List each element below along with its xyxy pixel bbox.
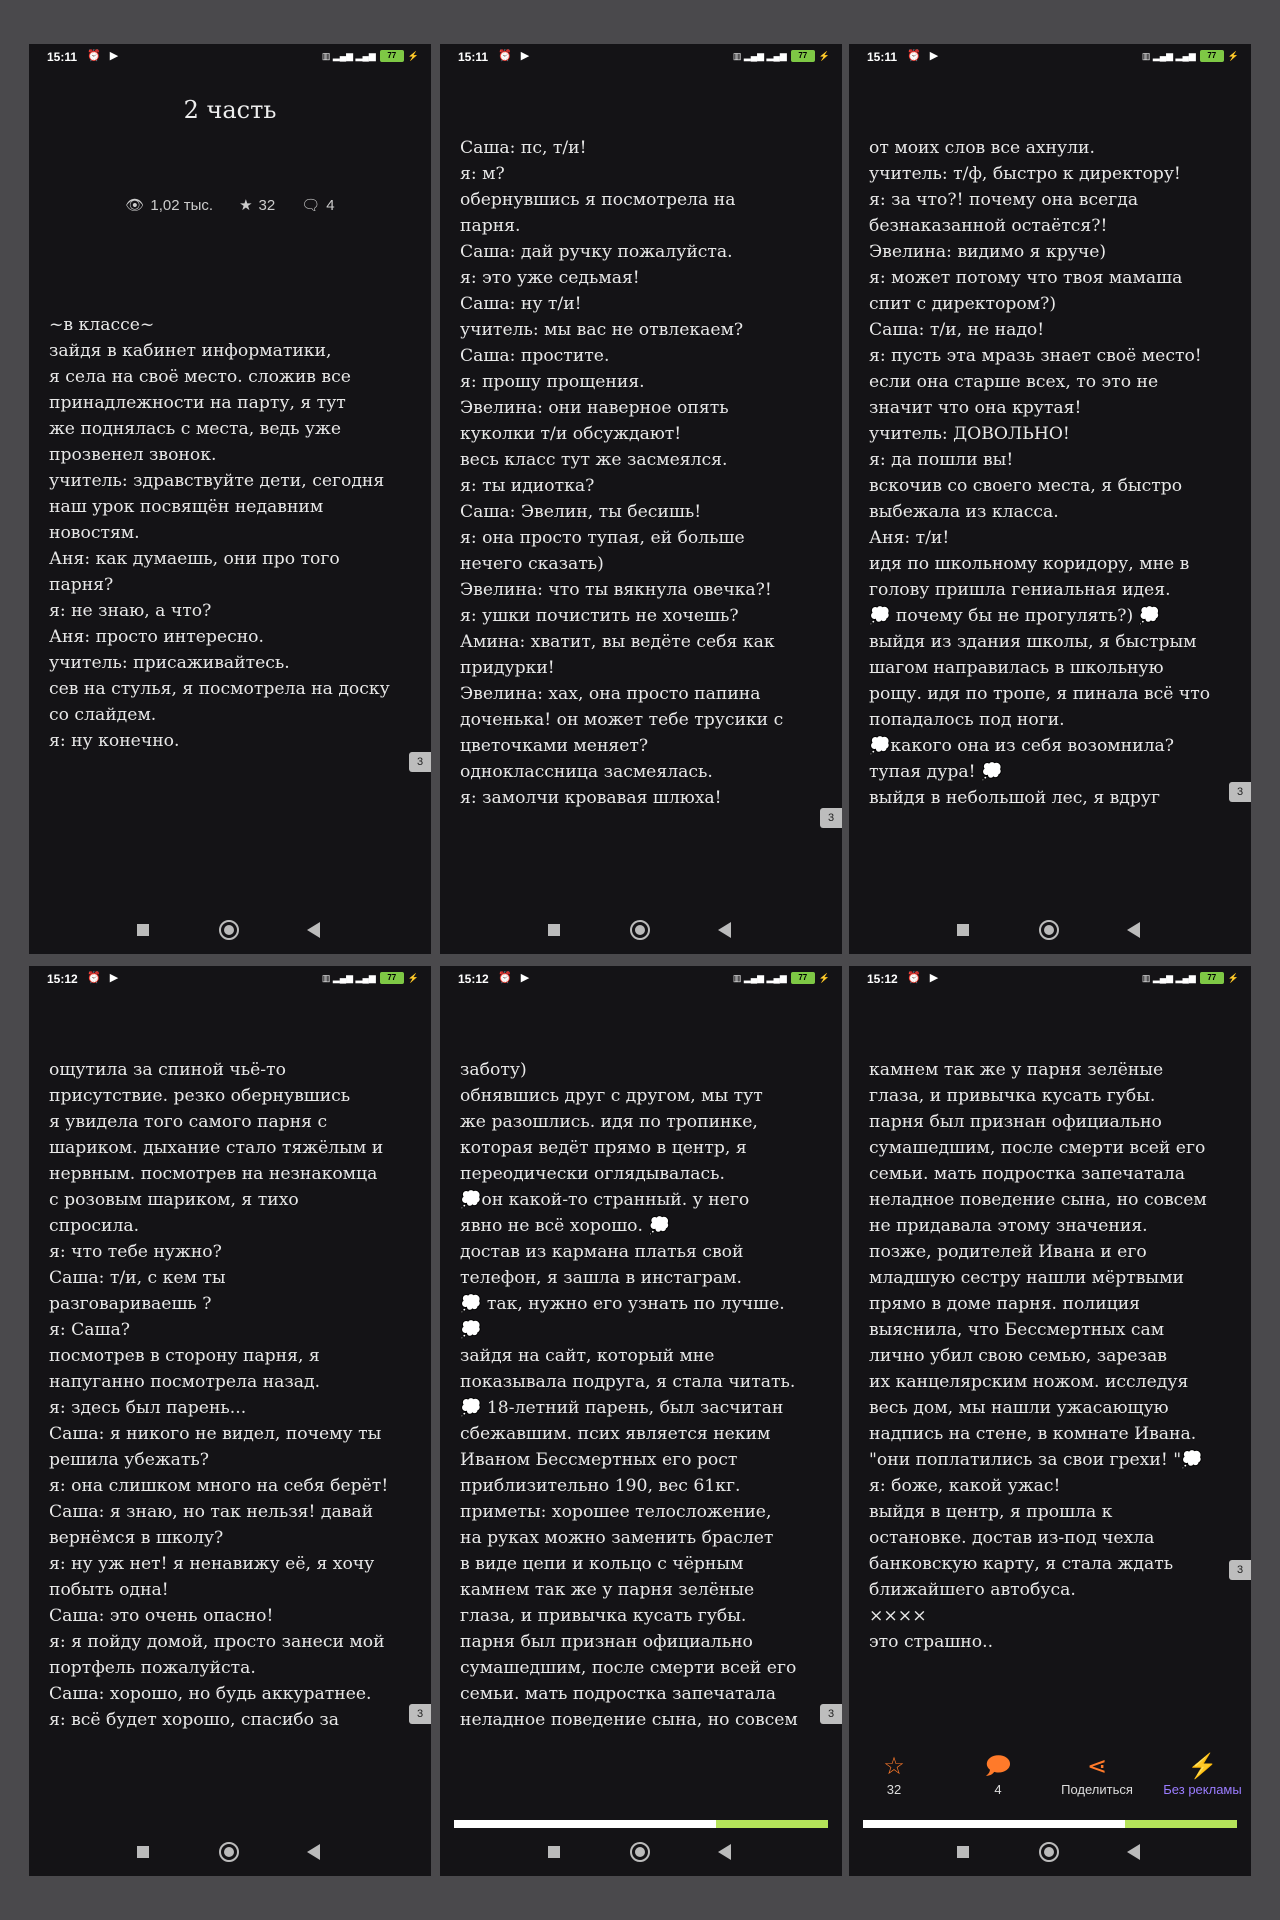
screen-6: [849, 966, 1251, 1876]
back-button[interactable]: [718, 1844, 731, 1860]
system-icons: ▥ ▂▄▆ ▂▄▆ 77 ⚡: [732, 50, 830, 61]
back-button[interactable]: [1127, 1844, 1140, 1860]
android-navbar: [440, 910, 842, 954]
notification-icons: ⏰ ▶: [907, 50, 942, 62]
battery-icon: 77: [380, 50, 404, 62]
battery-icon: 77: [1200, 972, 1224, 984]
status-bar: [29, 966, 431, 992]
page-badge[interactable]: 3: [1229, 782, 1251, 802]
notification-icons: ⏰ ▶: [907, 972, 942, 984]
comments-button[interactable]: 🗩 4: [973, 1752, 1023, 1797]
status-bar: [849, 44, 1251, 70]
screen-1: [29, 44, 431, 954]
system-icons: ▥ ▂▄▆ ▂▄▆ 77 ⚡: [321, 50, 419, 61]
back-button[interactable]: [307, 922, 320, 938]
home-button[interactable]: [1039, 920, 1059, 940]
home-button[interactable]: [630, 1842, 650, 1862]
home-button[interactable]: [1039, 1842, 1059, 1862]
comment-icon: 🗩: [984, 1753, 1012, 1780]
status-bar: [440, 966, 842, 992]
share-icon: ⋖: [1086, 1753, 1108, 1780]
page-badge[interactable]: 3: [1229, 1560, 1251, 1580]
status-bar: [29, 44, 431, 70]
screen-3: [849, 44, 1251, 954]
eye-icon: 👁: [125, 197, 145, 214]
back-button[interactable]: [1127, 922, 1140, 938]
android-navbar: [29, 1832, 431, 1876]
home-button[interactable]: [219, 1842, 239, 1862]
share-button[interactable]: ⋖ Поделиться: [1047, 1752, 1147, 1797]
screen-2: [440, 44, 842, 954]
clock: 15:12: [867, 972, 898, 986]
battery-icon: 77: [791, 50, 815, 62]
system-icons: ▥ ▂▄▆ ▂▄▆ 77 ⚡: [1141, 972, 1239, 983]
android-navbar: [440, 1832, 842, 1876]
story-text: ощутила за спиной чьё-то присутствие. резко обернувшись я увидела того самого парня с шариком. дыхание стало тяжёлым и нервным. посмотрев на незнакомца с розовым шариком, я тихо спросила. я: что тебе нужно? Саша: т/и, с кем ты разговариваешь ? я: Саша? посмотрев в сторону парня, я напуганно посмотрела назад. я: здесь был парень... Саша: я никого не видел, почему ты решила убежать? я: она слишком много на себя берёт! Саша: я знаю, но так нельзя! давай вернёмся в школу? я: ну уж нет! я ненавижу её, я хочу побыть одна! Саша: это очень опасно! я: я пойду домой, просто занеси мой портфель пожалуйста. Саша: хорошо, но будь аккуратнее. я: всё будет хорошо, спасибо за: [49, 1060, 389, 1730]
android-navbar: [849, 1832, 1251, 1876]
back-button[interactable]: [718, 922, 731, 938]
notification-icons: ⏰ ▶: [87, 972, 122, 984]
system-icons: ▥ ▂▄▆ ▂▄▆ 77 ⚡: [321, 972, 419, 983]
chapter-stats: [29, 196, 431, 214]
clock: 15:11: [458, 50, 489, 64]
recents-button[interactable]: [137, 1846, 149, 1858]
story-text: Саша: пс, т/и! я: м? обернувшись я посмотрела на парня. Саша: дай ручку пожалуйста. я: это уже седьмая! Саша: ну т/и! учитель: мы вас не отвлекаем? Саша: простите. я: прошу прощения. Эвелина: они наверное опять куколки т/и обсуждают! весь класс тут же засмеялся. я: ты идиотка? Саша: Эвелин, ты бесишь! я: она просто тупая, ей больше нечего сказать) Эвелина: что ты вякнула овечка?! я: ушки почистить не хочешь? Амина: хватит, вы ведёте себя как придурки! Эвелина: хах, она просто папина доченька! он может тебе трусики с цветочками меняет? одноклассница засмеялась. я: замолчи кровавая шлюха!: [460, 138, 784, 808]
android-navbar: [29, 910, 431, 954]
star-button[interactable]: ☆ 32: [869, 1752, 919, 1797]
status-bar: [849, 966, 1251, 992]
views-stat: 👁 1,02 тыс.: [125, 196, 214, 214]
screen-4: [29, 966, 431, 1876]
page-badge[interactable]: 3: [409, 1704, 431, 1724]
recents-button[interactable]: [137, 924, 149, 936]
recents-button[interactable]: [957, 1846, 969, 1858]
stars-stat: ★ 32: [239, 196, 276, 214]
notification-icons: ⏰ ▶: [498, 50, 533, 62]
star-icon: ☆: [883, 1753, 905, 1780]
clock: 15:12: [458, 972, 489, 986]
story-text: ~в классе~ зайдя в кабинет информатики, я села на своё место. сложив все принадлежности на парту, я тут же поднялась с места, ведь уже прозвенел звонок. учитель: здравствуйте дети, сегодня наш урок посвящён недавним новостям. Аня: как думаешь, они про того парня? я: не знаю, а что? Аня: просто интересно. учитель: присаживайтесь. сев на стулья, я посмотрела на доску со слайдем. я: ну конечно.: [49, 315, 390, 751]
page-badge[interactable]: 3: [409, 752, 431, 772]
comment-icon: 🗨: [301, 197, 321, 214]
system-icons: ▥ ▂▄▆ ▂▄▆ 77 ⚡: [1141, 50, 1239, 61]
android-navbar: [849, 910, 1251, 954]
ad-banner[interactable]: [863, 1820, 1237, 1828]
screen-5: [440, 966, 842, 1876]
notification-icons: ⏰ ▶: [498, 972, 533, 984]
action-bar: [849, 1752, 1251, 1802]
battery-icon: 77: [380, 972, 404, 984]
lightning-icon: ⚡: [1187, 1753, 1218, 1780]
battery-icon: 77: [1200, 50, 1224, 62]
page-badge[interactable]: 3: [820, 808, 842, 828]
recents-button[interactable]: [957, 924, 969, 936]
story-text: заботу) обнявшись друг с другом, мы тут же разошлись. идя по тропинке, которая ведёт прямо в центр, я переодически оглядывалась. 💭он какой-то странный. у него явно не всё хорошо. 💭 достав из кармана платья свой телефон, я зашла в инстаграм. 💭 так, нужно его узнать по лучше. 💭 зайдя на сайт, который мне показывала подруга, я стала читать. 💭 18-летний парень, был засчитан сбежавшим. псих является неким Иваном Бессмертных его рост приблизительно 190, вес 61кг. приметы: хорошее телосложение, на руках можно заменить браслет в виде цепи и кольцо с чёрным камнем так же у парня зелёные глаза, и привычка кусать губы. парня был признан официально сумашедшим, после смерти всей его семьи. мать подростка запечатала неладное поведение сына, но совсем: [460, 1060, 798, 1730]
no-ads-button[interactable]: ⚡ Без рекламы: [1154, 1752, 1251, 1797]
comments-stat: 🗨 4: [301, 196, 335, 214]
home-button[interactable]: [630, 920, 650, 940]
clock: 15:11: [47, 50, 78, 64]
status-bar: [440, 44, 842, 70]
back-button[interactable]: [307, 1844, 320, 1860]
story-text: от моих слов все ахнули. учитель: т/ф, быстро к директору! я: за что?! почему она всегда безнаказанной остаётся?! Эвелина: видимо я круче) я: может потому что твоя мамаша спит с директором?) Саша: т/и, не надо! я: пусть эта мразь знает своё место! если она старше всех, то это не значит что она крутая! учитель: ДОВОЛЬНО! я: да пошли вы! вскочив со своего места, я быстро выбежала из класса. Аня: т/и! идя по школьному коридору, мне в голову пришла гениальная идея. 💭 почему бы не прогулять?) 💭 выйдя из здания школы, я быстрым шагом направилась в школьную рощу. идя по тропе, я пинала всё что попадалось под ноги. 💭какого она из себя возомнила? тупая дура! 💭 выйдя в небольшой лес, я вдруг: [869, 138, 1211, 808]
notification-icons: ⏰ ▶: [87, 50, 122, 62]
story-text: камнем так же у парня зелёные глаза, и привычка кусать губы. парня был признан официально сумашедшим, после смерти всей его семьи. мать подростка запечатала неладное поведение сына, но совсем не придавала этому значения. позже, родителей Ивана и его младшую сестру нашли мёртвыми прямо в доме парня. полиция выяснила, что Бессмертных сам лично убил свою семью, зарезав их канцелярским ножом. исследуя весь дом, мы нашли ужасающую надпись на стене, в комнате Ивана. "они поплатились за свои грехи! "💭 я: боже, какой ужас! выйдя в центр, я прошла к остановке. достав из-под чехла банковскую карту, я стала ждать ближайшего автобуса. ×××× это страшно..: [869, 1060, 1207, 1652]
clock: 15:12: [47, 972, 78, 986]
star-icon: ★: [239, 197, 253, 214]
ad-banner[interactable]: [454, 1820, 828, 1828]
home-button[interactable]: [219, 920, 239, 940]
battery-icon: 77: [791, 972, 815, 984]
clock: 15:11: [867, 50, 898, 64]
recents-button[interactable]: [548, 1846, 560, 1858]
page-badge[interactable]: 3: [820, 1704, 842, 1724]
chapter-title: 2 часть: [183, 96, 277, 124]
recents-button[interactable]: [548, 924, 560, 936]
system-icons: ▥ ▂▄▆ ▂▄▆ 77 ⚡: [732, 972, 830, 983]
